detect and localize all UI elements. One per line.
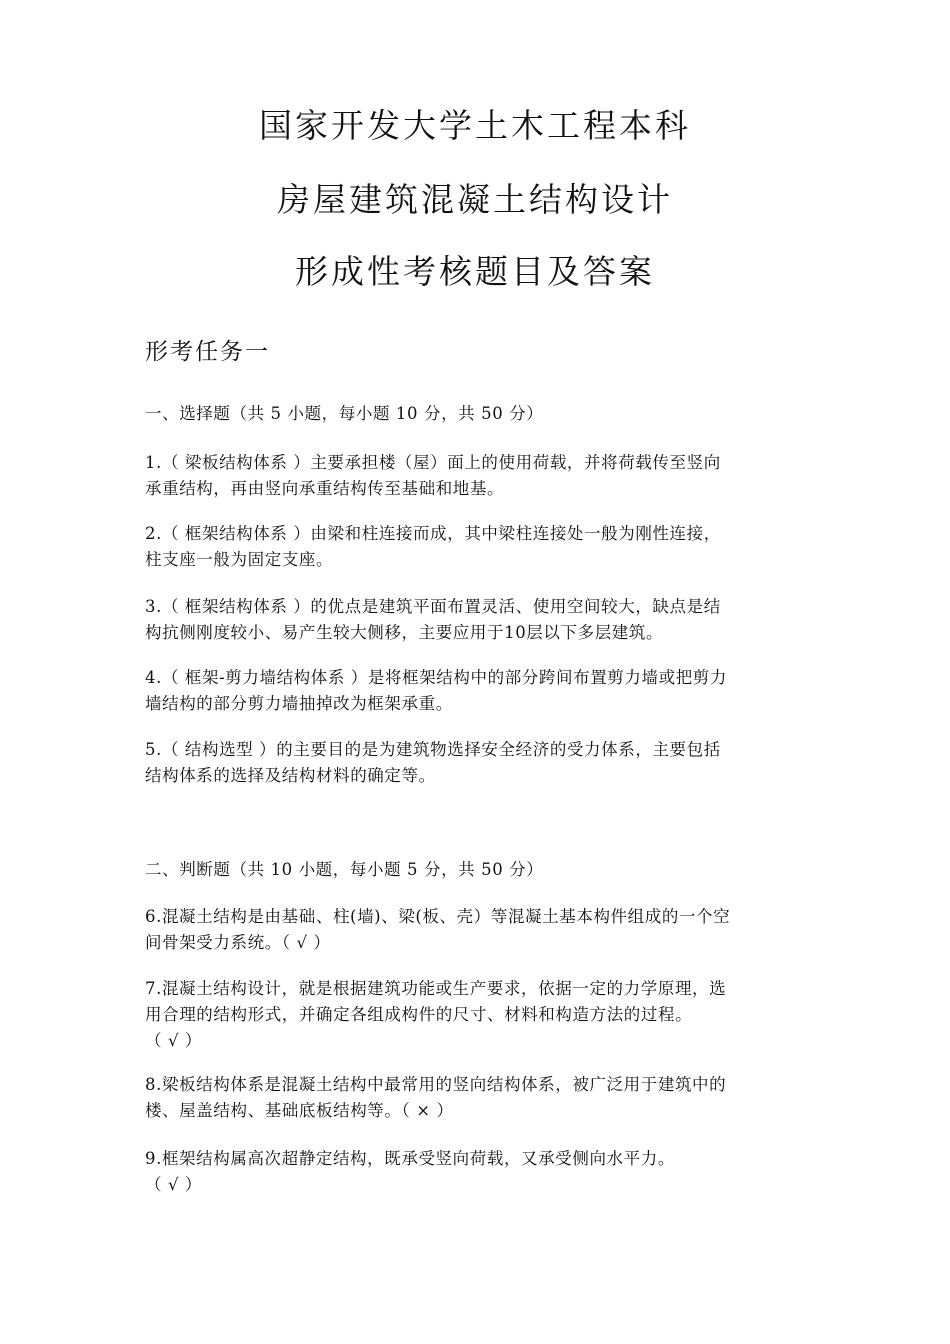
question-8-line-2: 楼、屋盖结构、基础底板结构等。（ × ） — [145, 1101, 454, 1120]
question-7 — [145, 976, 810, 1054]
question-1-line-1: 1.（ 梁板结构体系 ）主要承担楼（屋）面上的使用荷载，并将荷载传至竖向 — [145, 453, 721, 472]
question-8-line-1: 8.梁板结构体系是混凝土结构中最常用的竖向结构体系，被广泛用于建筑中的 — [145, 1075, 727, 1094]
question-1-line-2: 承重结构，再由竖向承重结构传至基础和地基。 — [145, 479, 505, 498]
document-title-line-1: 国家开发大学土木工程本科 — [259, 106, 691, 145]
question-4 — [145, 665, 810, 717]
question-6 — [145, 904, 810, 956]
question-1 — [145, 450, 810, 502]
question-3-line-1: 3.（ 框架结构体系 ）的优点是建筑平面布置灵活、使用空间较大，缺点是结 — [145, 597, 721, 616]
question-9-line-2: （ √ ） — [145, 1175, 203, 1194]
question-5-line-1: 5.（ 结构选型 ）的主要目的是为建筑物选择安全经济的受力体系，主要包括 — [145, 740, 721, 759]
section-1-heading: 一、选择题（共 5 小题，每小题 10 分，共 50 分） — [145, 404, 544, 423]
question-5-line-2: 结构体系的选择及结构材料的确定等。 — [145, 766, 436, 785]
question-4-line-2: 墙结构的部分剪力墙抽掉改为框架承重。 — [145, 694, 453, 713]
section-2-heading: 二、判断题（共 10 小题，每小题 5 分，共 50 分） — [145, 860, 544, 879]
question-3 — [145, 594, 810, 646]
question-7-line-1: 7.混凝土结构设计，就是根据建筑功能或生产要求，依据一定的力学原理，选 — [145, 979, 727, 998]
question-2-line-1: 2.（ 框架结构体系 ）由梁和柱连接而成，其中梁柱连接处一般为刚性连接， — [145, 524, 721, 543]
question-8 — [145, 1072, 810, 1124]
task-heading: 形考任务一 — [145, 339, 270, 365]
question-6-line-2: 间骨架受力系统。（ √ ） — [145, 933, 331, 952]
question-9 — [145, 1146, 810, 1198]
document-title-line-2: 房屋建筑混凝土结构设计 — [277, 180, 673, 219]
question-7-line-2: 用合理的结构形式，并确定各组成构件的尺寸、材料和构造方法的过程。 — [145, 1005, 693, 1024]
question-3-line-2: 构抗侧刚度较小、易产生较大侧移，主要应用于10层以下多层建筑。 — [145, 623, 664, 642]
question-6-line-1: 6.混凝土结构是由基础、柱(墙)、梁(板、壳）等混凝土基本构件组成的一个空 — [145, 907, 731, 926]
question-2-line-2: 柱支座一般为固定支座。 — [145, 550, 334, 569]
question-5 — [145, 737, 810, 789]
question-4-line-1: 4.（ 框架-剪力墙结构体系 ）是将框架结构中的部分跨间布置剪力墙或把剪力 — [145, 668, 728, 687]
question-2 — [145, 521, 810, 573]
question-9-line-1: 9.框架结构属高次超静定结构，既承受竖向荷载，又承受侧向水平力。 — [145, 1149, 675, 1168]
question-7-line-3: （ √ ） — [145, 1031, 203, 1050]
document-title-line-3: 形成性考核题目及答案 — [295, 252, 655, 291]
